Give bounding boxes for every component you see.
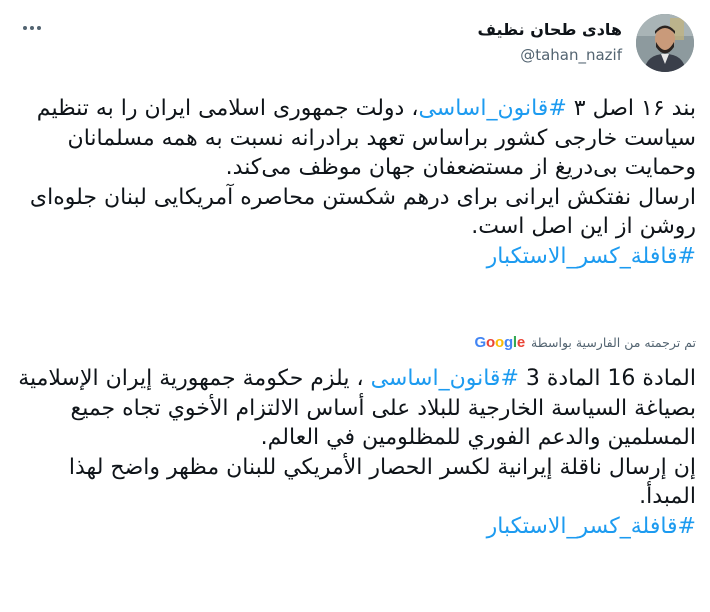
display-name[interactable]: هادی طحان نظیف xyxy=(477,20,622,39)
avatar-photo xyxy=(636,14,694,72)
user-handle[interactable]: @tahan_nazif xyxy=(520,46,622,64)
translation-paragraph-2: إن إرسال ناقلة إيرانية لكسر الحصار الأمريكي للبنان مظهر واضح لهذا المبدأ. xyxy=(68,454,696,509)
translated-text xyxy=(16,364,696,541)
hashtag-link[interactable]: #قانون_اساسی xyxy=(370,366,519,391)
google-logo[interactable]: Google xyxy=(474,334,526,351)
translation-text-segment: ، يلزم حكومة جمهورية إيران الإسلامية بصياغة السياسة الخارجية للبلاد على أساس الالتزام الأخوي تجاه جميع المسلمين والدعم الفوري للمظلومين في العالم. xyxy=(18,366,696,450)
tweet-paragraph-2: ارسال نفتکش ایرانی برای درهم شکستن محاصره آمریکایی لبنان جلوه‌ای روشن از این اصل است. xyxy=(29,184,696,239)
tweet-paragraph-1 xyxy=(16,94,696,183)
translation-notice-text: تم ترجمته من الفارسية بواسطة xyxy=(531,335,696,350)
tweet-text-segment: بند ۱۶ اصل ۳ xyxy=(566,96,696,121)
translation-notice xyxy=(475,334,696,351)
avatar[interactable] xyxy=(636,14,694,72)
hashtag-link[interactable]: #قافلة_كسر_الاستكبار xyxy=(486,243,696,269)
tweet-header xyxy=(14,14,694,74)
user-identity[interactable] xyxy=(477,20,622,64)
hashtag-link[interactable]: #قافلة_كسر_الاستكبار xyxy=(486,513,696,539)
hashtag-link[interactable]: #قانون_اساسی xyxy=(418,96,567,121)
translation-paragraph-1 xyxy=(16,364,696,453)
tweet-text xyxy=(16,94,696,271)
tweet-text-segment: ، دولت جمهوری اسلامی ایران را به تنظیم سیاست خارجی کشور براساس تعهد برادرانه نسبت به همه مسلمانان وحمایت بی‌دریغ از مستضعفان جهان موظف می‌کند. xyxy=(36,96,696,180)
translation-text-segment: المادة 16 المادة 3 xyxy=(518,366,696,391)
more-options-icon[interactable] xyxy=(18,18,46,38)
